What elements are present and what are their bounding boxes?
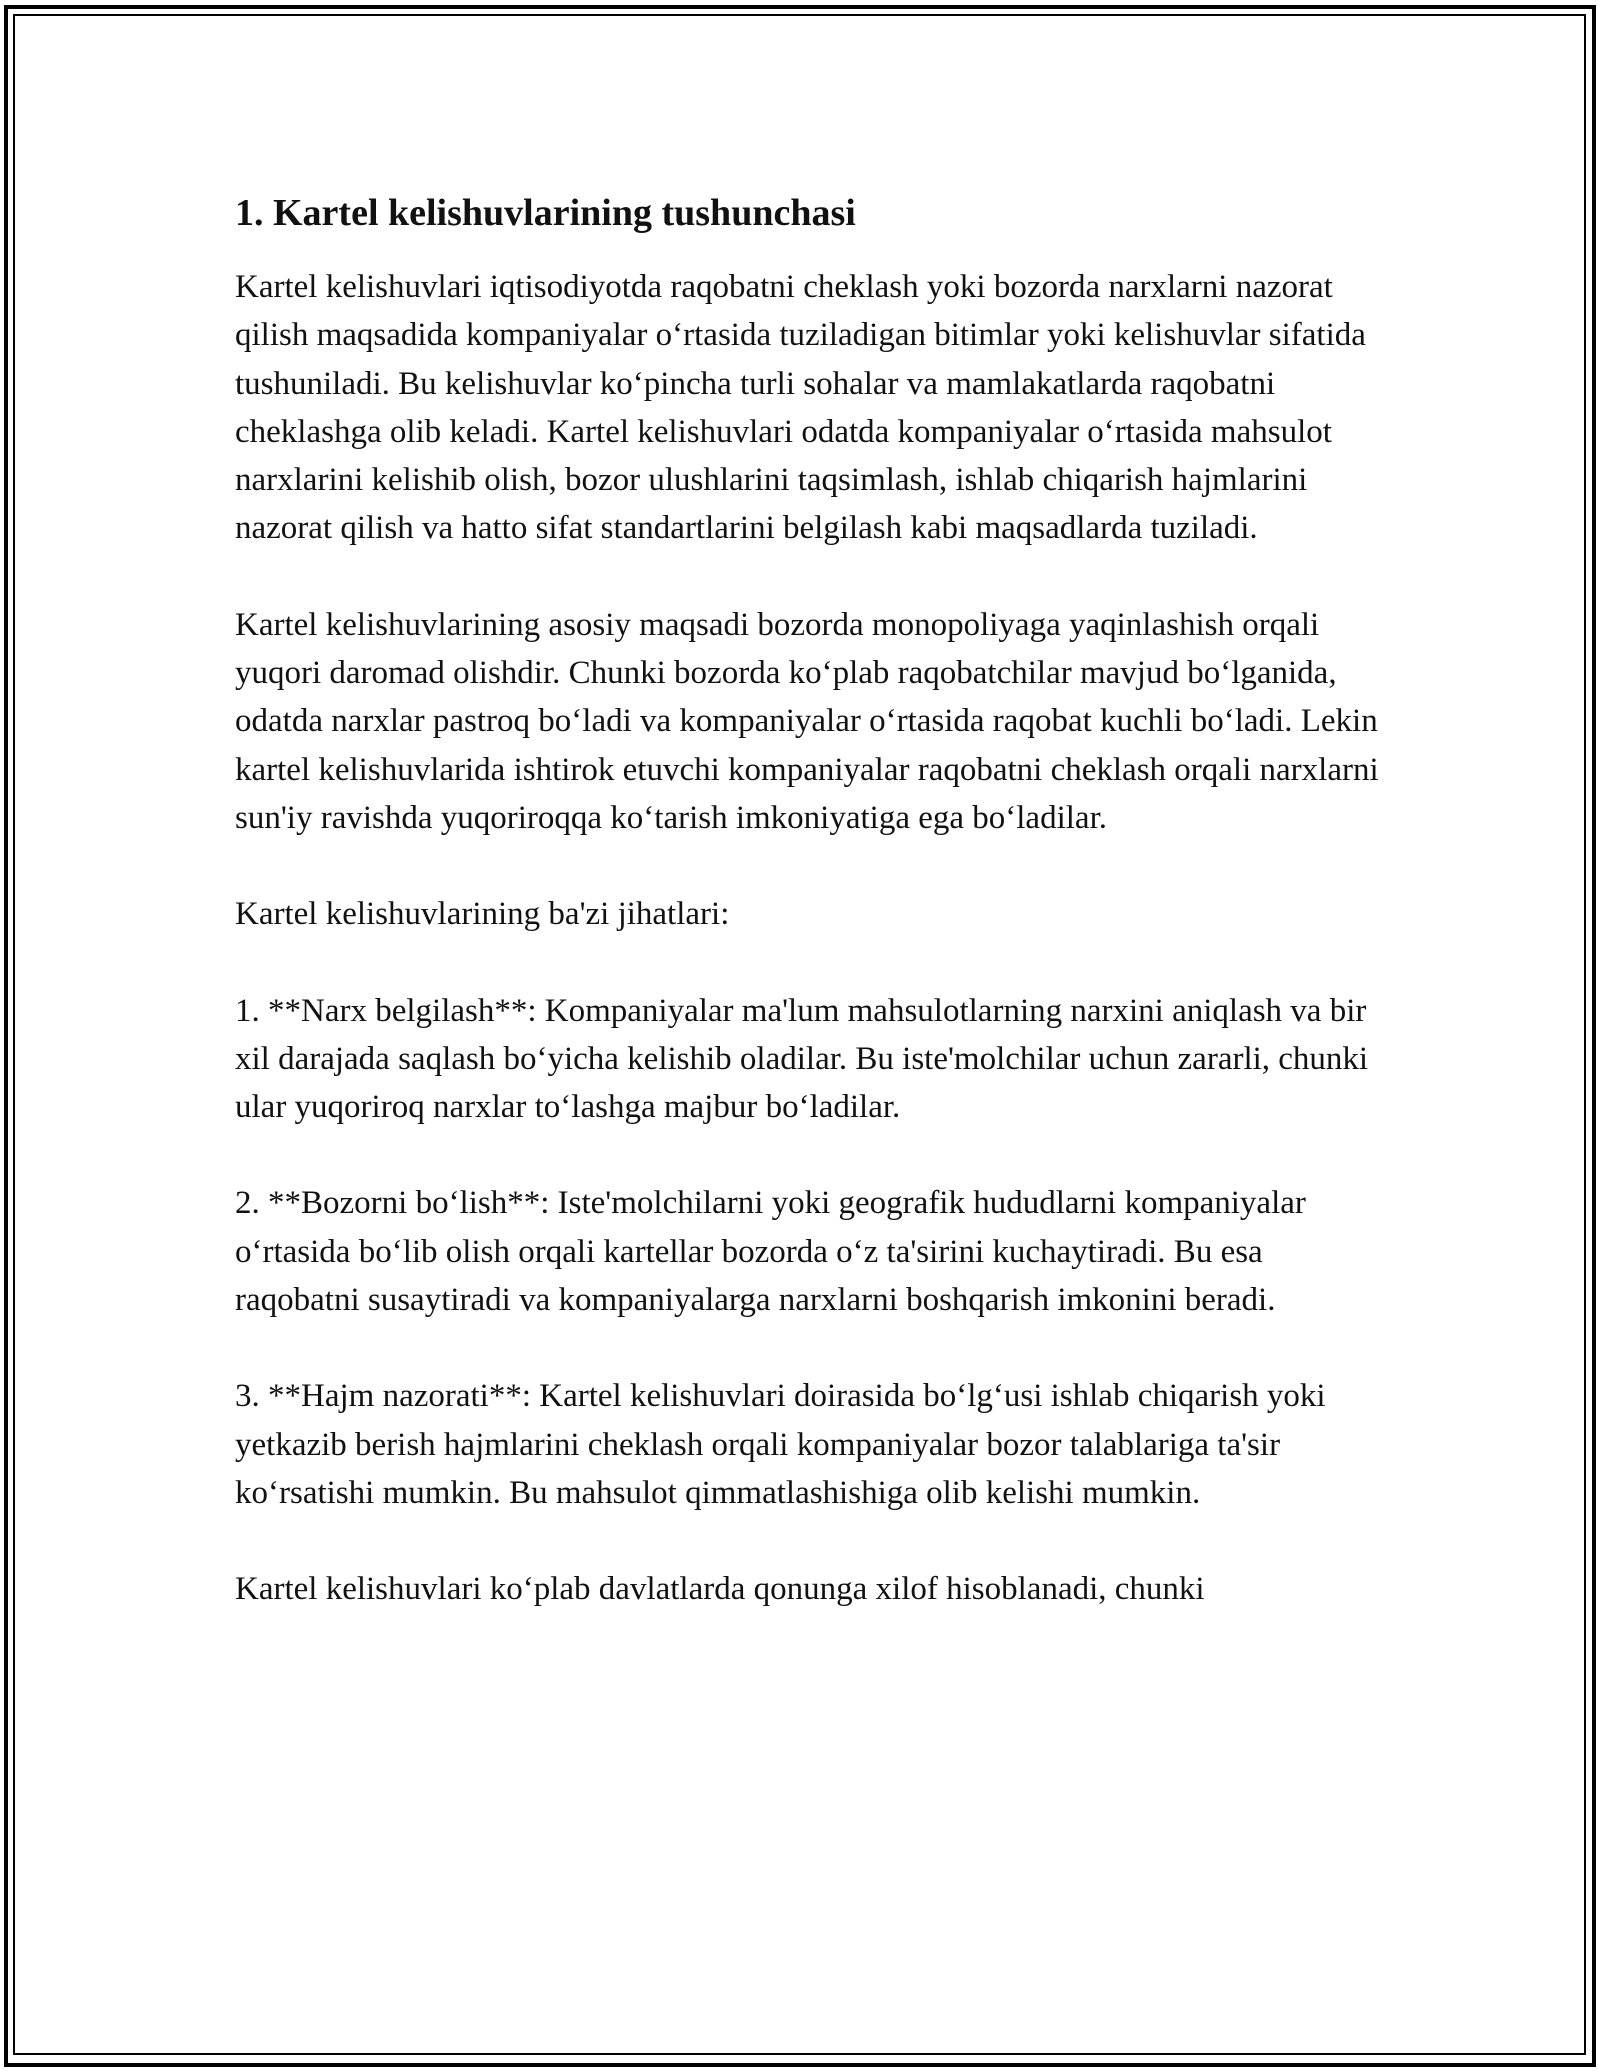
document-body (235, 188, 1385, 1614)
paragraph-main-goal: Kartel kelishuvlarining asosiy maqsadi bozorda monopoliyaga yaqinlashish orqali yuqori daromad olishdir. Chunki bozorda ko‘plab raqobatchilar mavjud bo‘lganida, odatda narxlar pastroq bo‘ladi va kompaniyalar o‘rtasida raqobat kuchli bo‘ladi. Lekin kartel kelishuvlarida ishtirok etuvchi kompaniyalar raqobatni cheklash orqali narxlarni sun'iy ravishda yuqoriroqqa ko‘tarish imkoniyatiga ega bo‘ladilar. (235, 606, 1379, 836)
paragraph-aspects-intro: Kartel kelishuvlarining ba'zi jihatlari: (235, 896, 730, 933)
section-heading: 1. Kartel kelishuvlarining tushunchasi (235, 192, 856, 234)
list-item-volume-control: 3. **Hajm nazorati**: Kartel kelishuvlari doirasida bo‘lg‘usi ishlab chiqarish yoki yetkazib berish hajmlarini cheklash orqali kompaniyalar bozor talablariga ta'sir ko‘rsatishi mumkin. Bu mahsulot qimmatlashishiga olib kelishi mumkin. (235, 1378, 1326, 1511)
paragraph-legality: Kartel kelishuvlari ko‘plab davlatlarda qonunga xilof hisoblanadi, chunki (235, 1571, 1205, 1608)
paragraph-definition: Kartel kelishuvlari iqtisodiyotda raqobatni cheklash yoki bozorda narxlarni nazorat qilish maqsadida kompaniyalar o‘rtasida tuziladigan bitimlar yoki kelishuvlar sifatida tushuniladi. Bu kelishuvlar ko‘pincha turli sohalar va mamlakatlarda raqobatni cheklashga olib keladi. Kartel kelishuvlari odatda kompaniyalar o‘rtasida mahsulot narxlarini kelishib olish, bozor ulushlarini taqsimlash, ishlab chiqarish hajmlarini nazorat qilish va hatto sifat standartlarini belgilash kabi maqsadlarda tuziladi. (235, 269, 1366, 547)
list-item-price-fixing: 1. **Narx belgilash**: Kompaniyalar ma'lum mahsulotlarning narxini aniqlash va bir xil darajada saqlash bo‘yicha kelishib oladilar. Bu iste'molchilar uchun zararli, chunki ular yuqoriroq narxlar to‘lashga majbur bo‘ladilar. (235, 992, 1369, 1126)
list-item-market-division: 2. **Bozorni bo‘lish**: Iste'molchilarni yoki geografik hududlarni kompaniyalar o‘rtasida bo‘lib olish orqali kartellar bozorda o‘z ta'sirini kuchaytiradi. Bu esa raqobatni susaytiradi va kompaniyalarga narxlarni boshqarish imkonini beradi. (235, 1185, 1306, 1319)
